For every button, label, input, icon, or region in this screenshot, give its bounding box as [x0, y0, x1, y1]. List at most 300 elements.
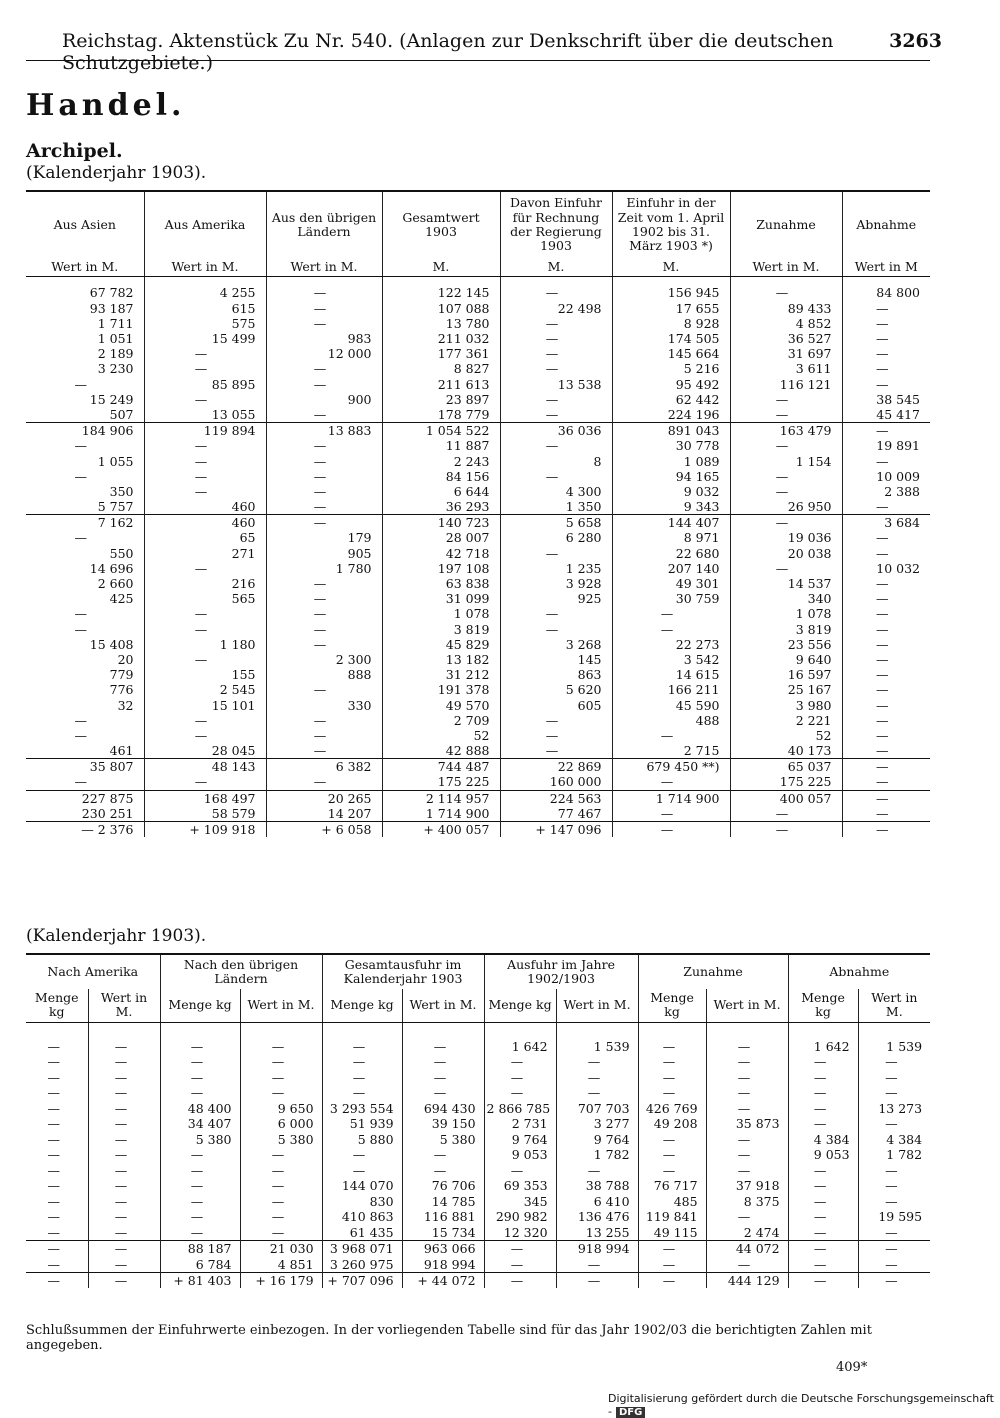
table-cell: 425	[26, 591, 144, 606]
table-cell: —	[240, 1085, 322, 1101]
table-cell: 3 293 554	[322, 1100, 402, 1116]
table-cell: —	[402, 1054, 484, 1070]
table-cell: 9 640	[730, 652, 842, 667]
spacer-cell	[26, 1022, 88, 1038]
table-row	[26, 806, 930, 822]
table-cell: 136 476	[556, 1209, 638, 1225]
table-cell: —	[402, 1147, 484, 1163]
spacer-cell	[706, 1022, 788, 1038]
table-cell: —	[144, 652, 266, 667]
table-cell: 94 165	[612, 469, 730, 484]
table-cell: —	[858, 1240, 930, 1256]
table-cell: —	[266, 682, 382, 697]
table-cell: —	[876, 621, 889, 637]
table-cell: 1 055	[26, 453, 144, 468]
table-cell: 3 968 071	[322, 1240, 402, 1256]
table-cell: 52	[382, 728, 500, 743]
table-cell: 28 007	[382, 530, 500, 545]
table-cell: 10 009	[876, 468, 920, 484]
table-cell: 3 542	[612, 652, 730, 667]
table-cell: 5 380	[160, 1131, 240, 1147]
table-cell: 116 121	[730, 377, 842, 392]
table-cell: 3 819	[730, 622, 842, 637]
table-cell: 4 851	[240, 1256, 322, 1272]
table-cell: —	[730, 806, 842, 822]
table-cell: 1 642	[788, 1038, 858, 1054]
spacer-row	[26, 277, 930, 286]
import-table-body	[26, 277, 930, 837]
table-cell: —	[240, 1209, 322, 1225]
table-cell: 2 731	[484, 1116, 556, 1132]
import-col-unit: M.	[500, 258, 612, 277]
table-cell: —	[88, 1272, 160, 1288]
export-table-header	[26, 954, 930, 989]
table-row	[26, 743, 930, 759]
table-cell: 694 430	[402, 1100, 484, 1116]
table-cell: 2 221	[730, 713, 842, 728]
table-row	[26, 1116, 930, 1132]
table-cell: —	[144, 392, 266, 407]
table-cell: 2 189	[26, 346, 144, 361]
table-cell: 3 684	[842, 515, 930, 531]
table-row	[26, 576, 930, 591]
table-cell: —	[876, 499, 889, 515]
table-cell: —	[730, 438, 842, 453]
table-cell: —	[144, 469, 266, 484]
table-cell: 35 807	[26, 759, 144, 775]
export-col-subheader: Menge kg	[484, 989, 556, 1022]
table-cell: —	[638, 1131, 706, 1147]
table-cell: 330	[266, 697, 382, 712]
table-cell: + 109 918	[144, 821, 266, 837]
table-cell: 2 660	[26, 576, 144, 591]
export-col-subheader: Wert in M.	[706, 989, 788, 1022]
table-cell: —	[885, 1224, 898, 1240]
table-cell: —	[885, 1193, 898, 1209]
table-cell: 5 380	[240, 1131, 322, 1147]
table-cell: —	[88, 1224, 160, 1240]
table-row	[26, 728, 930, 743]
table-cell: + 147 096	[500, 821, 612, 837]
table-cell: —	[266, 713, 382, 728]
table-cell: 20 038	[730, 546, 842, 561]
export-col-header: Abnahme	[788, 954, 930, 989]
table-row	[26, 561, 930, 576]
table-cell: —	[730, 407, 842, 423]
table-cell: 983	[266, 331, 382, 346]
table-cell: —	[842, 821, 930, 837]
table-cell: 15 499	[144, 331, 266, 346]
table-cell: —	[26, 1272, 88, 1288]
table-cell: 575	[144, 316, 266, 331]
table-cell: —	[144, 622, 266, 637]
table-cell: —	[144, 728, 266, 743]
table-cell: 4 384	[886, 1131, 923, 1147]
spacer-cell	[266, 277, 382, 286]
table-cell: 49 115	[638, 1224, 706, 1240]
table-cell: —	[26, 1100, 88, 1116]
table-cell: —	[885, 1162, 898, 1178]
table-row	[26, 361, 930, 376]
table-cell: 63 838	[382, 576, 500, 591]
table-cell: —	[730, 561, 842, 576]
table-cell: —	[885, 1116, 898, 1131]
table-cell: —	[484, 1054, 556, 1070]
export-col-header: Zunahme	[638, 954, 788, 989]
header-rule	[26, 60, 930, 61]
table-cell: 12 000	[266, 346, 382, 361]
table-row	[26, 591, 930, 606]
table-cell: —	[160, 1209, 240, 1225]
table-cell: 140 723	[382, 515, 500, 531]
table-cell: —	[788, 1193, 858, 1209]
table-cell: 40 173	[730, 743, 842, 759]
table-cell: 16 597	[730, 667, 842, 682]
table-cell: 224 196	[612, 407, 730, 423]
table-cell: —	[402, 1085, 484, 1101]
table-cell: —	[876, 361, 889, 377]
table-cell: 507	[26, 407, 144, 423]
table-cell: 13 883	[266, 423, 382, 439]
table-cell: 42 718	[382, 546, 500, 561]
table-cell: —	[144, 346, 266, 361]
table-cell: —	[88, 1256, 160, 1272]
table-cell: 565	[144, 591, 266, 606]
table-cell: 31 212	[382, 667, 500, 682]
spacer-cell	[88, 1022, 160, 1038]
table-cell: 9 343	[612, 499, 730, 515]
table-row	[26, 637, 930, 652]
table-cell: —	[26, 622, 144, 637]
table-cell: —	[788, 1240, 858, 1256]
table-cell: 3 277	[556, 1116, 638, 1132]
table-cell: 22 498	[500, 301, 612, 316]
table-cell: 227 875	[26, 790, 144, 806]
table-cell: 550	[26, 546, 144, 561]
table-cell: 216	[144, 576, 266, 591]
table-row	[26, 774, 930, 790]
table-cell: —	[706, 1147, 788, 1163]
table-cell: —	[500, 285, 612, 300]
table-cell: —	[88, 1054, 160, 1070]
table-cell: 271	[144, 546, 266, 561]
table-cell: —	[885, 1085, 898, 1100]
table-cell: 77 467	[500, 806, 612, 822]
table-cell: —	[556, 1162, 638, 1178]
table-cell: —	[26, 1193, 88, 1209]
page-number: 409*	[836, 1360, 868, 1375]
table-cell: 25 167	[730, 682, 842, 697]
table-cell: —	[240, 1224, 322, 1240]
table-row	[26, 821, 930, 837]
table-cell: —	[26, 469, 144, 484]
table-cell: 49 301	[612, 576, 730, 591]
spacer-cell	[842, 277, 930, 286]
export-table-subheader	[26, 989, 930, 1022]
table-cell: 211 613	[382, 377, 500, 392]
export-col-header: Gesamtausfuhr im Kalenderjahr 1903	[322, 954, 484, 989]
table-cell: —	[88, 1193, 160, 1209]
table-cell: —	[788, 1054, 858, 1070]
table-row	[26, 1178, 930, 1194]
table-cell: —	[730, 392, 842, 407]
import-col-unit: Wert in M	[842, 258, 930, 277]
table-cell: 6 382	[266, 759, 382, 775]
table-cell: —	[876, 545, 889, 561]
table-cell: 174 505	[612, 331, 730, 346]
table-cell: —	[88, 1038, 160, 1054]
table-row	[26, 1131, 930, 1147]
table-cell: 1 235	[500, 561, 612, 576]
table-cell: —	[876, 376, 889, 392]
table-cell: —	[876, 576, 889, 592]
export-col-subheader: Menge kg	[322, 989, 402, 1022]
table-row	[26, 423, 930, 439]
table-cell: 65	[144, 530, 266, 545]
table-cell: —	[88, 1100, 160, 1116]
table-cell: 36 527	[730, 331, 842, 346]
table-cell: —	[500, 331, 612, 346]
table-cell: 5 380	[402, 1131, 484, 1147]
table-cell: —	[88, 1209, 160, 1225]
table-cell: —	[500, 713, 612, 728]
table-cell: —	[266, 453, 382, 468]
table-cell: —	[88, 1069, 160, 1085]
table-cell: 9 053	[484, 1147, 556, 1163]
export-col-subheader: Wert in M.	[402, 989, 484, 1022]
table-cell: 67 782	[26, 285, 144, 300]
table-cell: —	[788, 1162, 858, 1178]
table-cell: —	[788, 1224, 858, 1240]
table-cell: 1 714 900	[382, 806, 500, 822]
table-cell: —	[484, 1069, 556, 1085]
table-cell: —	[885, 1256, 898, 1272]
table-cell: —	[144, 561, 266, 576]
table-cell: —	[876, 331, 889, 347]
table-row	[26, 484, 930, 499]
table-cell: 34 407	[160, 1116, 240, 1132]
table-cell: —	[706, 1100, 788, 1116]
table-cell: 31 697	[730, 346, 842, 361]
spacer-cell	[160, 1022, 240, 1038]
table-cell: 9 053	[788, 1147, 858, 1163]
table-cell: + 6 058	[266, 821, 382, 837]
table-cell: —	[730, 285, 842, 300]
table-cell: 122 145	[382, 285, 500, 300]
table-cell: —	[266, 606, 382, 621]
table-cell: 52	[730, 728, 842, 743]
table-cell: 1 539	[556, 1038, 638, 1054]
table-cell: —	[876, 453, 889, 469]
table-cell: —	[266, 301, 382, 316]
table-cell: 31 099	[382, 591, 500, 606]
table-cell: 3 611	[730, 361, 842, 376]
table-cell: 49 208	[638, 1116, 706, 1132]
table-cell: —	[240, 1178, 322, 1194]
table-cell: 30 759	[612, 591, 730, 606]
table-cell: 8 971	[612, 530, 730, 545]
table-row	[26, 499, 930, 515]
table-cell: 444 129	[706, 1272, 788, 1288]
table-cell: —	[88, 1116, 160, 1132]
table-cell: 168 497	[144, 790, 266, 806]
table-cell: 1 782	[556, 1147, 638, 1163]
table-cell: 13 273	[878, 1100, 923, 1116]
table-cell: 350	[26, 484, 144, 499]
table-row	[26, 1100, 930, 1116]
table-cell: —	[638, 1240, 706, 1256]
table-row	[26, 469, 930, 484]
table-cell: —	[144, 484, 266, 499]
table-cell: —	[402, 1162, 484, 1178]
table-row	[26, 606, 930, 621]
table-cell: 1 642	[484, 1038, 556, 1054]
table-cell: 44 072	[706, 1240, 788, 1256]
table-cell: 5 757	[26, 499, 144, 515]
table-cell: —	[876, 300, 889, 316]
table-cell: —	[26, 1085, 88, 1101]
table-cell: 888	[266, 667, 382, 682]
table-cell: —	[402, 1038, 484, 1054]
table-cell: —	[266, 499, 382, 515]
dfg-logo: DFG	[616, 1407, 645, 1418]
table-cell: 3 268	[500, 637, 612, 652]
table-row	[26, 697, 930, 712]
spacer-row	[26, 1022, 930, 1038]
table-cell: 144 070	[322, 1178, 402, 1194]
table-row	[26, 301, 930, 316]
table-cell: —	[26, 1116, 88, 1132]
table-row	[26, 346, 930, 361]
table-cell: 3 819	[382, 622, 500, 637]
table-cell: 679 450 **)	[612, 759, 730, 775]
table-cell: —	[788, 1100, 858, 1116]
table-row	[26, 1193, 930, 1209]
table-cell: —	[500, 606, 612, 621]
table-cell: 6 784	[160, 1256, 240, 1272]
table-cell: 65 037	[730, 759, 842, 775]
table-cell: 485	[638, 1193, 706, 1209]
table-cell: 4 255	[144, 285, 266, 300]
table-cell: —	[160, 1085, 240, 1101]
table-cell: 48 143	[144, 759, 266, 775]
table-cell: 290 982	[484, 1209, 556, 1225]
table-cell: 156 945	[612, 285, 730, 300]
table-cell: —	[240, 1069, 322, 1085]
table-row	[26, 1085, 930, 1101]
table-cell: —	[876, 727, 889, 743]
table-cell: —	[266, 743, 382, 759]
table-cell: 48 400	[160, 1100, 240, 1116]
table-cell: 1 154	[730, 453, 842, 468]
table-cell: —	[144, 361, 266, 376]
table-cell: 155	[144, 667, 266, 682]
table-cell: —	[266, 484, 382, 499]
table-cell: —	[500, 469, 612, 484]
table-cell: —	[885, 1178, 898, 1193]
table-cell: 461	[26, 743, 144, 759]
table-row	[26, 652, 930, 667]
table-cell: 61 435	[322, 1224, 402, 1240]
table-cell: 197 108	[382, 561, 500, 576]
table-cell: —	[26, 1178, 88, 1194]
import-col-header: Aus Amerika	[144, 191, 266, 258]
table-cell: —	[876, 712, 889, 728]
table-cell: —	[144, 606, 266, 621]
table-cell: —	[876, 636, 889, 652]
table-cell: 175 225	[382, 774, 500, 790]
table-cell: 23 556	[730, 637, 842, 652]
table-cell: —	[500, 546, 612, 561]
table-cell: 178 779	[382, 407, 500, 423]
import-col-header: Abnahme	[842, 191, 930, 258]
table-cell: 4 384	[788, 1131, 858, 1147]
table-cell: —	[160, 1147, 240, 1163]
table-cell: 28 045	[144, 743, 266, 759]
table-row	[26, 1224, 930, 1240]
table-cell: —	[402, 1069, 484, 1085]
table-cell: —	[26, 728, 144, 743]
table-cell: —	[484, 1272, 556, 1288]
table-cell: 45 417	[876, 406, 920, 422]
table-cell: —	[500, 622, 612, 637]
table-cell: 38 545	[876, 391, 920, 407]
export-col-subheader: Wert in M.	[858, 989, 930, 1022]
spacer-cell	[500, 277, 612, 286]
table-cell: 891 043	[612, 423, 730, 439]
table-cell: —	[638, 1038, 706, 1054]
table-cell: —	[706, 1209, 788, 1225]
table-cell: —	[556, 1085, 638, 1101]
table-cell: —	[26, 1054, 88, 1070]
table-cell: —	[730, 469, 842, 484]
calendar-label-import: (Kalenderjahr 1903).	[26, 163, 207, 183]
table-cell: —	[266, 622, 382, 637]
table-cell: —	[484, 1162, 556, 1178]
table-cell: —	[876, 682, 889, 698]
table-cell: —	[500, 438, 612, 453]
export-col-subheader: Menge kg	[26, 989, 88, 1022]
table-row	[26, 515, 930, 531]
table-cell: 14 207	[266, 806, 382, 822]
table-cell: 166 211	[612, 682, 730, 697]
table-cell: 2 545	[144, 682, 266, 697]
import-col-unit: Wert in M.	[730, 258, 842, 277]
table-cell: 863	[500, 667, 612, 682]
table-cell: —	[160, 1038, 240, 1054]
table-cell: —	[876, 651, 889, 667]
table-cell: 163 479	[730, 423, 842, 439]
table-row	[26, 285, 930, 300]
table-cell: —	[842, 759, 930, 775]
table-cell: 32	[26, 697, 144, 712]
table-cell: —	[266, 285, 382, 300]
table-row	[26, 759, 930, 775]
table-cell: 460	[144, 515, 266, 531]
import-col-unit: M.	[382, 258, 500, 277]
table-cell: —	[266, 728, 382, 743]
table-cell: 1 089	[612, 453, 730, 468]
table-cell: —	[706, 1162, 788, 1178]
table-cell: 224 563	[500, 790, 612, 806]
table-cell: 15 249	[26, 392, 144, 407]
export-col-subheader: Wert in M.	[556, 989, 638, 1022]
table-cell: —	[788, 1272, 858, 1288]
table-cell: 85 895	[144, 377, 266, 392]
table-cell: —	[788, 1116, 858, 1132]
table-cell: —	[26, 1240, 88, 1256]
table-cell: —	[706, 1131, 788, 1147]
